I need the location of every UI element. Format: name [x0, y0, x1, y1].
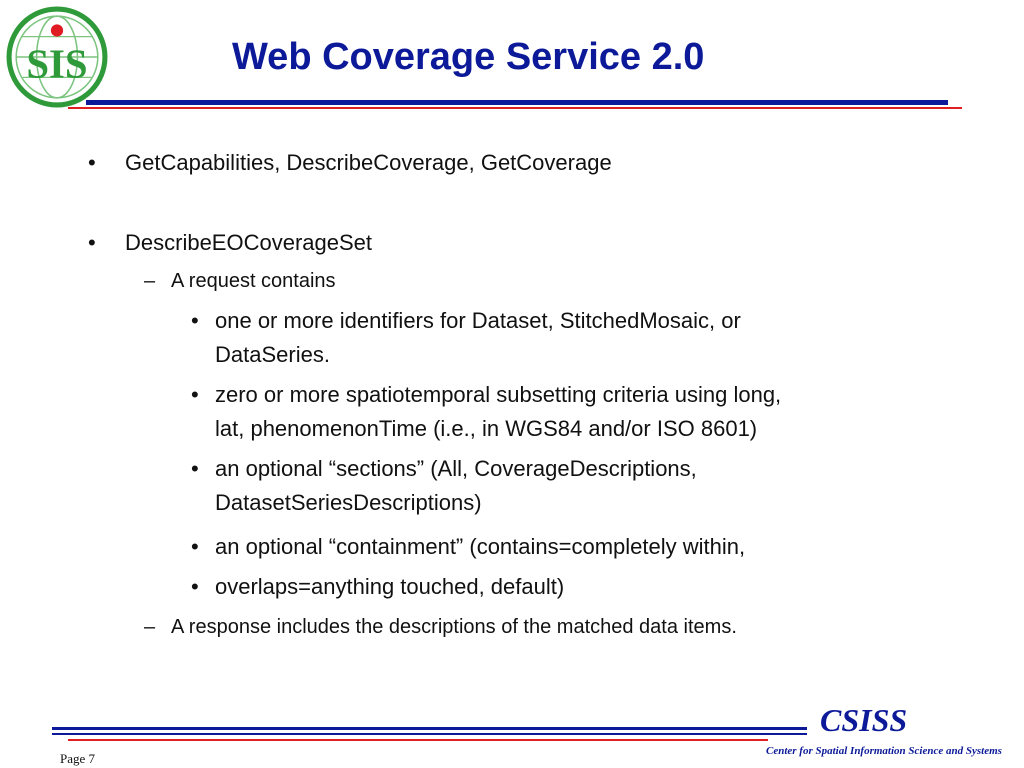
- svg-text:SIS: SIS: [26, 41, 88, 87]
- title-divider: [86, 100, 948, 105]
- bullet-dot-icon: •: [191, 382, 199, 407]
- footer-divider-red: [68, 739, 768, 741]
- bullet-dot-icon: •: [88, 230, 96, 255]
- dash-icon: –: [144, 270, 156, 292]
- csiss-brand: CSISS: [820, 702, 908, 738]
- page-number: Page 7: [60, 751, 96, 766]
- dash-icon: –: [144, 616, 156, 638]
- bullet-dot-icon: •: [191, 534, 199, 559]
- bullet-dot-icon: •: [191, 574, 199, 599]
- sis-globe-logo: [6, 6, 108, 108]
- bullet-dot-icon: •: [88, 150, 96, 175]
- csiss-subtitle: Center for Spatial Information Science and Systems: [766, 745, 1002, 757]
- page-title: Web Coverage Service 2.0: [232, 36, 705, 78]
- footer-divider: [52, 733, 807, 735]
- bullet-dot-icon: •: [191, 456, 199, 481]
- footer-divider: [52, 727, 807, 730]
- bullet-dot-icon: •: [191, 308, 199, 333]
- title-divider-red: [68, 107, 962, 109]
